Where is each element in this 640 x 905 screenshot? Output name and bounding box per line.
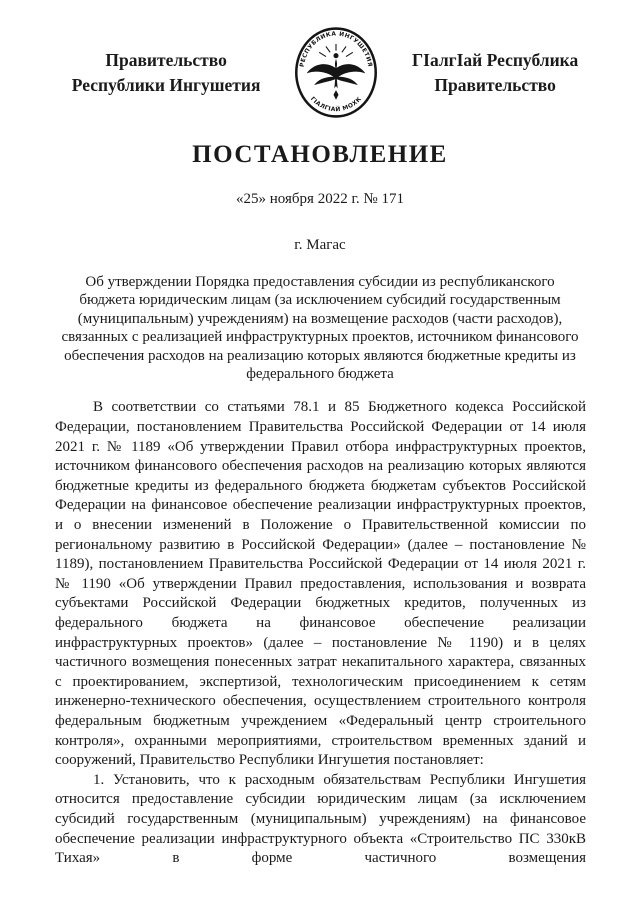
org-name-ingush [386, 48, 604, 98]
seal-ornament-icon [334, 90, 339, 100]
seal-bottom-text: ГIАЛГIАЙ МОХК [309, 96, 364, 114]
body-paragraph-item-1: 1. Установить, что к расходным обязательствам Республики Ингушетия относится предоставление субсидии юридическим лицам (за исключением субсидий государственным (муниципальным) учреждениям) на финансовое обеспечение реализации инфраструктурного объекта «Строительство ПС 330кВ Тихая» в форме частичного возмещения [55, 771, 586, 867]
document-body [55, 398, 586, 868]
org-name-russian-line1: Правительство [105, 49, 227, 70]
document-type-title: ПОСТАНОВЛЕНИЕ [192, 141, 448, 168]
coat-of-arms-seal-icon [294, 26, 378, 119]
document-header [0, 0, 640, 119]
document-date-number: «25» ноября 2022 г. № 171 [236, 191, 404, 207]
org-name-russian [46, 48, 286, 98]
document-subject: Об утверждении Порядка предоставления субсидии из республиканского бюджета юридическим лицам (за исключением субсидий государственным (муниципальным) учреждениям) на возмещение расходов (части расходов), связанных с реализацией инфраструктурных проектов, источником финансового обеспечения расходов на реализацию которых являются бюджетные кредиты из федерального бюджета [61, 274, 579, 383]
org-name-russian-line2: Республики Ингушетия [71, 74, 261, 95]
seal-top-text: РЕСПУБЛИКА ИНГУШЕТИЯ [299, 31, 373, 68]
org-name-ingush-line2: Правительство [434, 74, 556, 95]
seal-sun-icon [334, 53, 339, 58]
body-paragraph-preamble: В соответствии со статьями 78.1 и 85 Бюджетного кодекса Российской Федерации, постановлением Правительства Российской Федерации от 14 июля 2021 г. № 1189 «Об утверждении Правил отбора инфраструктурных проектов, источником финансового обеспечения расходов на реализацию которых являются бюджетные кредиты из федерального бюджета бюджетам субъектов Российской Федерации на финансовое обеспечение реализации инфраструктурных проектов, и о внесении изменений в Положение о Правительственной комиссии по региональному развитию в Российской Федерации» (далее – постановление № 1189), постановлением Правительства Российской Федерации от 14 июля 2021 г. № 1190 «Об утверждении Правил предоставления, использования и возврата субъектами Российской Федерации бюджетных кредитов, полученных из федерального бюджета на финансовое обеспечение реализации инфраструктурных проектов» (далее – постановление № 1190) и в целях частичного возмещения понесенных затрат некапитального характера, связанных с проектированием, экспертизой, технологическим присоединением к сетям инженерно-технического обеспечения, осуществлением строительного контроля федеральным бюджетным учреждением «Федеральный центр строительного контроля», охранными мероприятиями, строительством временных зданий и сооружений, Правительство Республики Ингушетия постановляет: [55, 399, 586, 769]
document-place: г. Магас [294, 237, 346, 253]
emblem-container [286, 26, 386, 119]
seal-eagle-icon [307, 59, 366, 88]
org-name-ingush-line1: ГIалгIай Республика [412, 49, 579, 70]
